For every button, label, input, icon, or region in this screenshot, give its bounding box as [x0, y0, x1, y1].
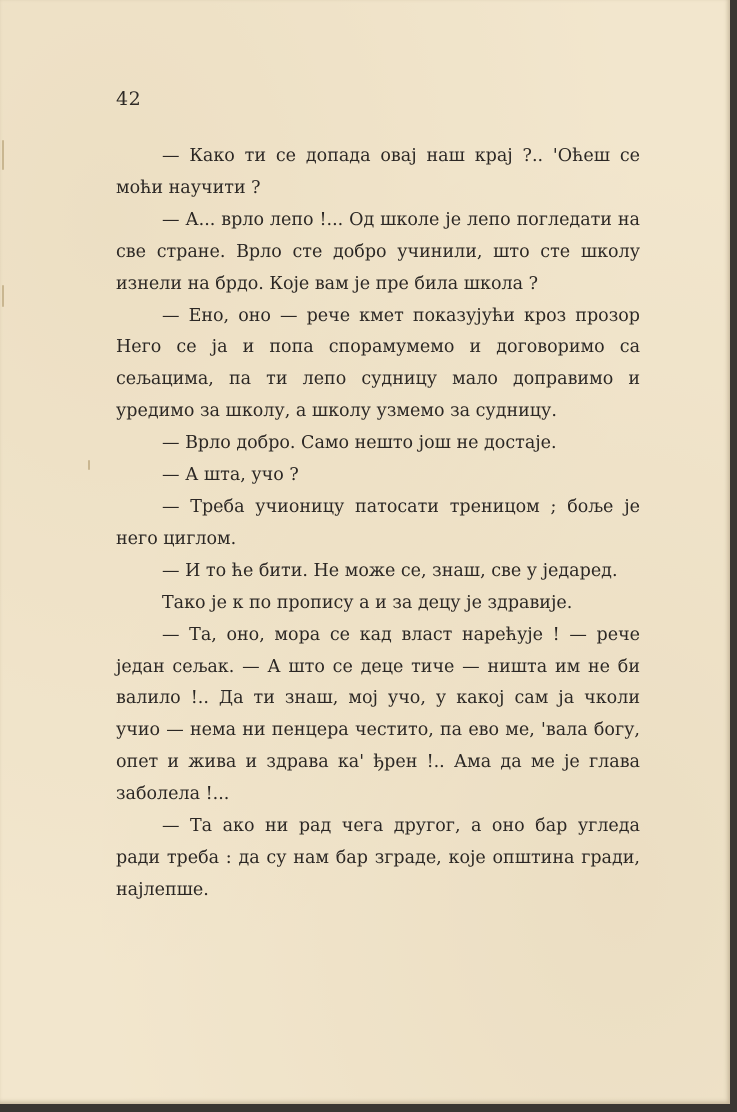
page-text: [116, 141, 640, 907]
paragraph: — Та, оно, мора се кад власт нарећује ! — рече један сељак. — А што се деце тиче — ништа им не би валило !.. Да ти знаш, мој учо, у какој сам ја чколи учио — нема ни пенцера честито, па ево ме, 'вала богу, опет и жива и здрава ка' ђрен !.. Ама да ме је глава заболела !...: [116, 624, 640, 805]
paragraph: — Како ти се допада овај наш крај ?.. 'Оћеш се моћи научити ?: [116, 146, 640, 198]
paragraph: — А... врло лепо !... Од школе је лепо погледати на све стране. Врло сте добро учинили, што сте школу изнели на брдо. Које вам је пре била школа ?: [116, 209, 640, 294]
paragraph: — А шта, учо ?: [162, 465, 299, 486]
paragraph: Тако је к по пропису а и за децу је здравије.: [162, 592, 573, 613]
scan-edge-mark: [88, 460, 90, 470]
scan-edge-mark: [2, 140, 4, 170]
paragraph: — И то ће бити. Не може се, знаш, све у једаред.: [162, 560, 618, 581]
paragraph: — Врло добро. Само нешто још не достаје.: [162, 433, 557, 454]
scan-edge-mark: [2, 285, 4, 307]
paragraph: — Треба учионицу патосати треницом ; боље је него циглом.: [116, 496, 640, 549]
paragraph: — Ено, оно — рече кмет показујући кроз прозор Него се ја и попа спорамумемо и договоримо са сељацима, па ти лепо судницу мало доправимо и уредимо за школу, а школу узмемо за судницу.: [116, 305, 640, 422]
page-number: 42: [116, 88, 142, 110]
paragraph: — Та ако ни рад чега другог, а оно бар угледа ради треба : да су нам бар зграде, које општина гради, најлепше.: [116, 816, 640, 900]
